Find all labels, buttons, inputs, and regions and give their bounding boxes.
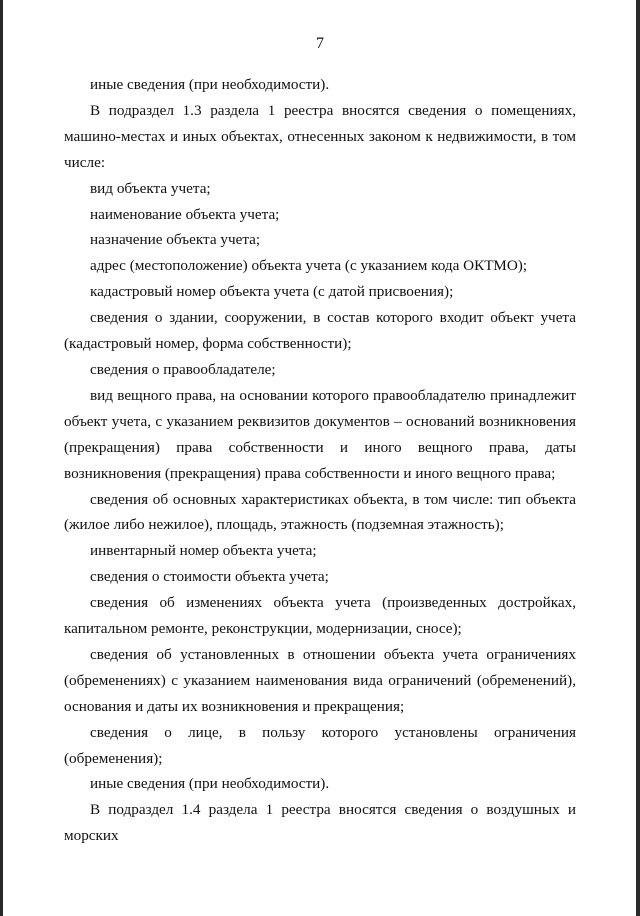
- list-item: иные сведения (при необходимости).: [90, 775, 330, 793]
- list-item: инвентарный номер объекта учета;: [90, 542, 317, 560]
- list-item: назначение объекта учета;: [90, 231, 261, 249]
- list-item: кадастровый номер объекта учета (с датой присвоения);: [90, 283, 454, 301]
- document-body: [64, 72, 576, 849]
- list-item: вид вещного права, на основании которого правообладателю принадлежит объект учета, с указанием реквизитов документов – оснований возникновения (прекращения) права собственности и иного вещного права, даты возникновения (прекращения) права собственности и иного вещного права;: [64, 386, 576, 482]
- scan-edge-left: [0, 0, 3, 916]
- list-item: вид объекта учета;: [90, 179, 211, 197]
- scan-edge-right: [636, 0, 640, 916]
- list-item: сведения о здании, сооружении, в состав которого входит объект учета (кадастровый номер, форма собственности);: [64, 309, 576, 353]
- list-item: сведения об основных характеристиках объекта, в том числе: тип объекта (жилое либо нежилое), площадь, этажность (подземная этажность);: [64, 490, 576, 534]
- list-item: сведения о лице, в пользу которого установлены ограничения (обременения);: [64, 723, 576, 767]
- paragraph: В подраздел 1.4 раздела 1 реестра вносятся сведения о воздушных и морских: [64, 801, 576, 845]
- paragraph: иные сведения (при необходимости).: [90, 76, 330, 93]
- list-item: наименование объекта учета;: [90, 205, 280, 223]
- list-item: сведения о правообладателе;: [90, 360, 276, 378]
- list-item: сведения о стоимости объекта учета;: [90, 568, 329, 586]
- list-item: сведения об изменениях объекта учета (произведенных достройках, капитальном ремонте, реконструкции, модернизации, сносе);: [64, 594, 576, 638]
- list-item: адрес (местоположение) объекта учета (с указанием кода ОКТМО);: [90, 257, 528, 275]
- page-number: 7: [316, 35, 324, 52]
- list-item: сведения об установленных в отношении объекта учета ограничениях (обременениях) с указанием наименования вида ограничений (обременений), основания и даты их возникновения и прекращения;: [64, 645, 576, 715]
- paragraph: В подраздел 1.3 раздела 1 реестра вносятся сведения о помещениях, машино-местах и иных объектах, отнесенных законом к недвижимости, в том числе:: [64, 101, 576, 171]
